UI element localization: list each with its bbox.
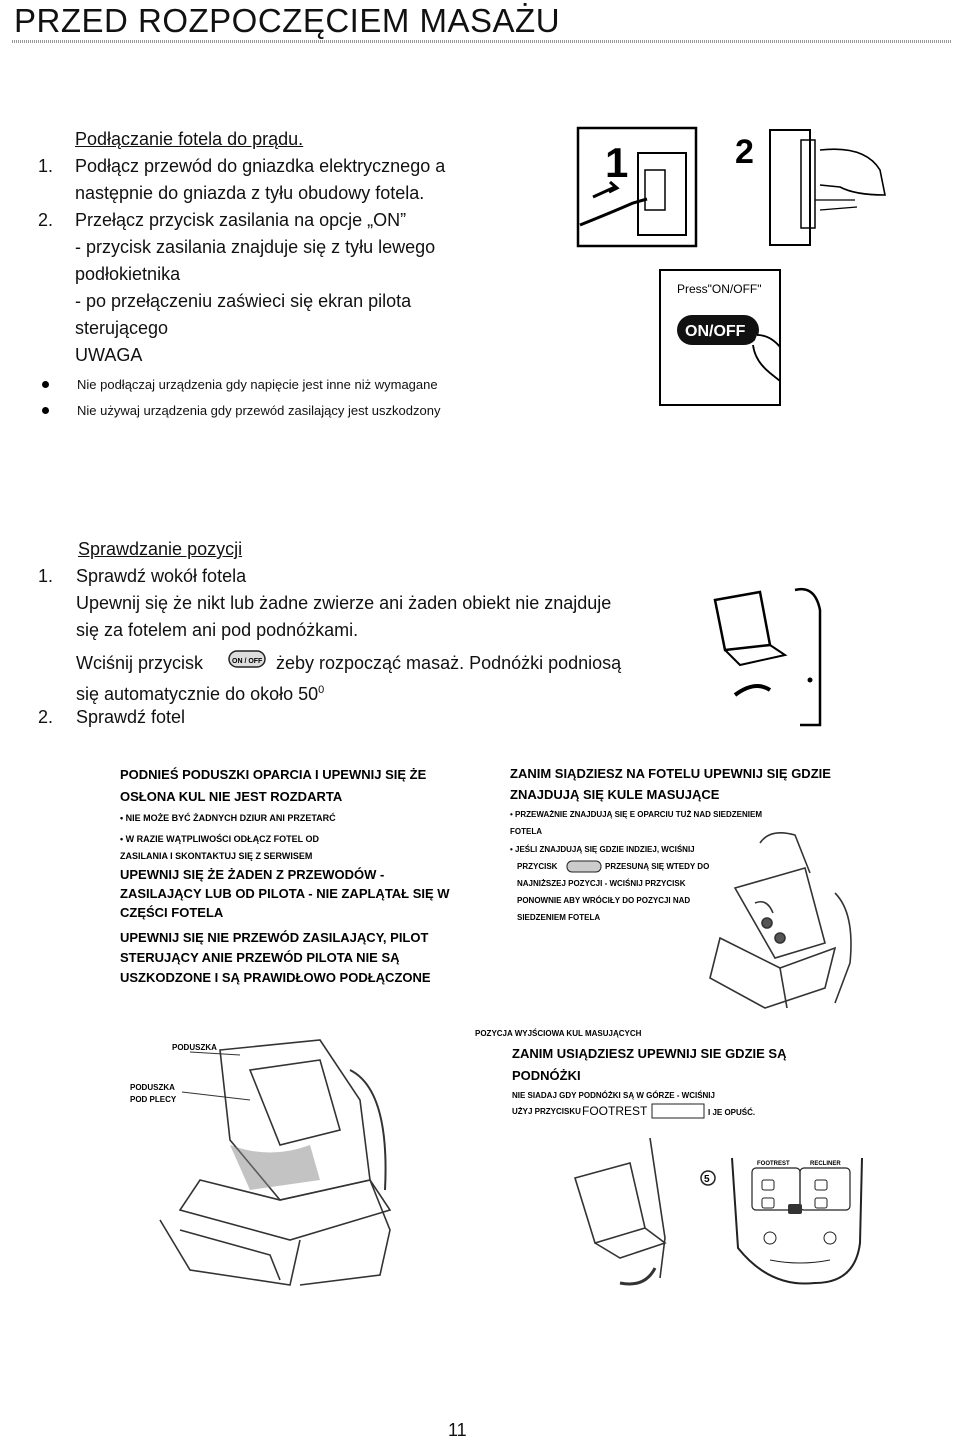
instruction-line: PODNIEŚ PODUSZKI OPARCIA I UPEWNIJ SIĘ ŻE <box>120 767 427 782</box>
instruction-line: ZANIM USIĄDZIESZ UPEWNIJ SIE GDZIE SĄ <box>512 1046 787 1061</box>
step2-label: 2 <box>735 133 754 171</box>
chair-cushions-illustration <box>120 1030 460 1290</box>
massage-balls-instructions-right <box>505 763 955 1018</box>
footrest-button-label: FOOTREST <box>582 1104 648 1118</box>
hand-icon <box>820 149 885 195</box>
instruction-line: NIE SIADAJ GDY PODNÓŻKI SĄ W GÓRZE - WCIŚNIJ <box>512 1091 715 1100</box>
step-text: - po przełączeniu zaświeci się ekran pilota <box>75 291 412 311</box>
cushion-label: PODUSZKA <box>172 1043 217 1052</box>
instruction-line: PRZESUNĄ SIĘ WTEDY DO <box>605 862 710 871</box>
remote-label-footrest: FOOTREST <box>757 1161 790 1167</box>
instruction-line: ZANIM SIĄDZIESZ NA FOTELU UPEWNIJ SIĘ GDZIE <box>510 766 831 781</box>
bullet-icon <box>42 407 49 414</box>
warning-heading: UWAGA <box>75 345 143 365</box>
step-text: podłokietnika <box>75 264 181 284</box>
power-connection-illustration <box>575 125 955 425</box>
step-number: 1. <box>38 566 54 586</box>
section-position-heading: Sprawdzanie pozycji <box>78 539 243 559</box>
step-number: 2. <box>38 210 54 230</box>
onoff-button-icon <box>567 861 601 872</box>
power-cable-icon <box>580 199 647 225</box>
instruction-line: STERUJĄCY ANIE PRZEWÓD PILOTA NIE SĄ <box>120 950 400 965</box>
instruction-line: ZASILAJĄCY LUB OD PILOTA - NIE ZAPLĄTAŁ SIĘ W <box>120 886 450 901</box>
back-cushion-label: PODUSZKA <box>130 1083 175 1092</box>
step1-label: 1 <box>605 139 629 186</box>
step-text: sterującego <box>75 318 169 338</box>
step-text: Sprawdź fotel <box>76 707 186 727</box>
footrest-raise-illustration <box>700 580 830 730</box>
warning-item: Nie używaj urządzenia gdy przewód zasilający jest uszkodzony <box>77 403 441 418</box>
instruction-line: SIEDZENIEM FOTELA <box>517 913 601 922</box>
footrest-buttons-icon <box>652 1104 704 1118</box>
page-title: PRZED ROZPOCZĘCIEM MASAŻU <box>14 2 561 39</box>
remote-label-recliner: RECLINER <box>810 1161 841 1167</box>
step-text: Sprawdź wokół fotela <box>76 566 247 586</box>
switch-panel-icon <box>801 140 815 228</box>
step-number: 1. <box>38 156 54 176</box>
instruction-line: PONOWNIE ABY WRÓCIŁY DO POZYCJI NAD <box>517 896 691 905</box>
step-text: następnie do gniazda z tyłu obudowy fotela. <box>75 183 425 203</box>
instruction-line: POZYCJA WYJŚCIOWA KUL MASUJĄCYCH <box>475 1029 642 1038</box>
step-text: Upewnij się że nikt lub żadne zwierze ani żaden obiekt nie znajduje <box>76 593 612 613</box>
instruction-line: ZNAJDUJĄ SIĘ KULE MASUJĄCE <box>510 787 720 802</box>
press-onoff-label: Press"ON/OFF" <box>677 282 762 296</box>
rotate-arrow-icon <box>735 686 770 695</box>
step-number: 2. <box>38 707 54 727</box>
instruction-line: UPEWNIJ SIĘ ŻE ŻADEN Z PRZEWODÓW - <box>120 867 385 882</box>
title-divider <box>12 40 952 43</box>
page-number: 11 <box>448 1420 467 1440</box>
remote-control-illustration <box>701 1158 862 1284</box>
svg-text:ON / OFF: ON / OFF <box>232 658 263 665</box>
instruction-line: FOTELA <box>510 827 542 836</box>
step-text: się za fotelem ani pod podnóżkami. <box>76 620 359 640</box>
instruction-line: • JEŚLI ZNAJDUJĄ SIĘ GDZIE INDZIEJ, WCIŚNIJ <box>510 845 695 854</box>
onoff-button-icon <box>228 650 266 668</box>
finger-icon <box>753 335 780 381</box>
instruction-line: NAJNIŻSZEJ POZYCJI - WCIŚNIJ PRZYCISK <box>517 879 686 888</box>
section-power-heading: Podłączanie fotela do prądu. <box>75 129 304 149</box>
socket-plate-icon <box>645 170 665 210</box>
step-text: żeby rozpocząć masaż. Podnóżki podniosą <box>276 653 622 673</box>
step-text: Podłącz przewód do gniazdka elektrycznego a <box>75 156 446 176</box>
footrest-instructions <box>470 1028 955 1293</box>
bullet-icon <box>42 381 49 388</box>
instruction-line: • W RAZIE WĄTPLIWOŚCI ODŁĄCZ FOTEL OD <box>120 834 319 844</box>
instruction-line: OSŁONA KUL NIE JEST ROZDARTA <box>120 789 343 804</box>
footrest-lowering-illustration <box>575 1138 665 1284</box>
instruction-line: ZASILANIA I SKONTAKTUJ SIĘ Z SERWISEM <box>120 851 313 861</box>
instruction-line: PRZYCISK <box>517 862 558 871</box>
check-chair-instructions-left <box>115 765 475 995</box>
step-text: się automatycznie do około $50^0$ <box>76 684 325 704</box>
instruction-line: CZĘŚCI FOTELA <box>120 905 224 920</box>
step-text: - przycisk zasilania znajduje się z tyłu lewego <box>75 237 436 257</box>
back-cushion-label: POD PLECY <box>130 1095 177 1104</box>
warning-item: Nie podłączaj urządzenia gdy napięcie jest inne niż wymagane <box>77 377 438 392</box>
massage-chair-illustration <box>710 833 851 1008</box>
remote-callout-number: 5 <box>704 1174 710 1185</box>
onoff-button-label: ON/OFF <box>685 323 746 340</box>
instruction-line: I JE OPUŚĆ. <box>708 1108 756 1117</box>
instruction-line: PODNÓŻKI <box>512 1068 581 1083</box>
step-text: Wciśnij przycisk <box>76 653 204 673</box>
instruction-line: • PRZEWAŻNIE ZNAJDUJĄ SIĘ E OPARCIU TUŻ NAD SIEDZENIEM <box>510 810 763 819</box>
instruction-line: UŻYJ PRZYCISKU <box>512 1107 581 1116</box>
instruction-line: UPEWNIJ SIĘ NIE PRZEWÓD ZASILAJĄCY, PILOT <box>120 930 429 945</box>
instruction-line: • NIE MOŻE BYĆ ŻADNYCH DZIUR ANI PRZETARĆ <box>120 813 336 823</box>
instruction-line: USZKODZONE I SĄ PRAWIDŁOWO PODŁĄCZONE <box>120 970 431 985</box>
step-text: Przełącz przycisk zasilania na opcje „ON” <box>75 210 407 230</box>
